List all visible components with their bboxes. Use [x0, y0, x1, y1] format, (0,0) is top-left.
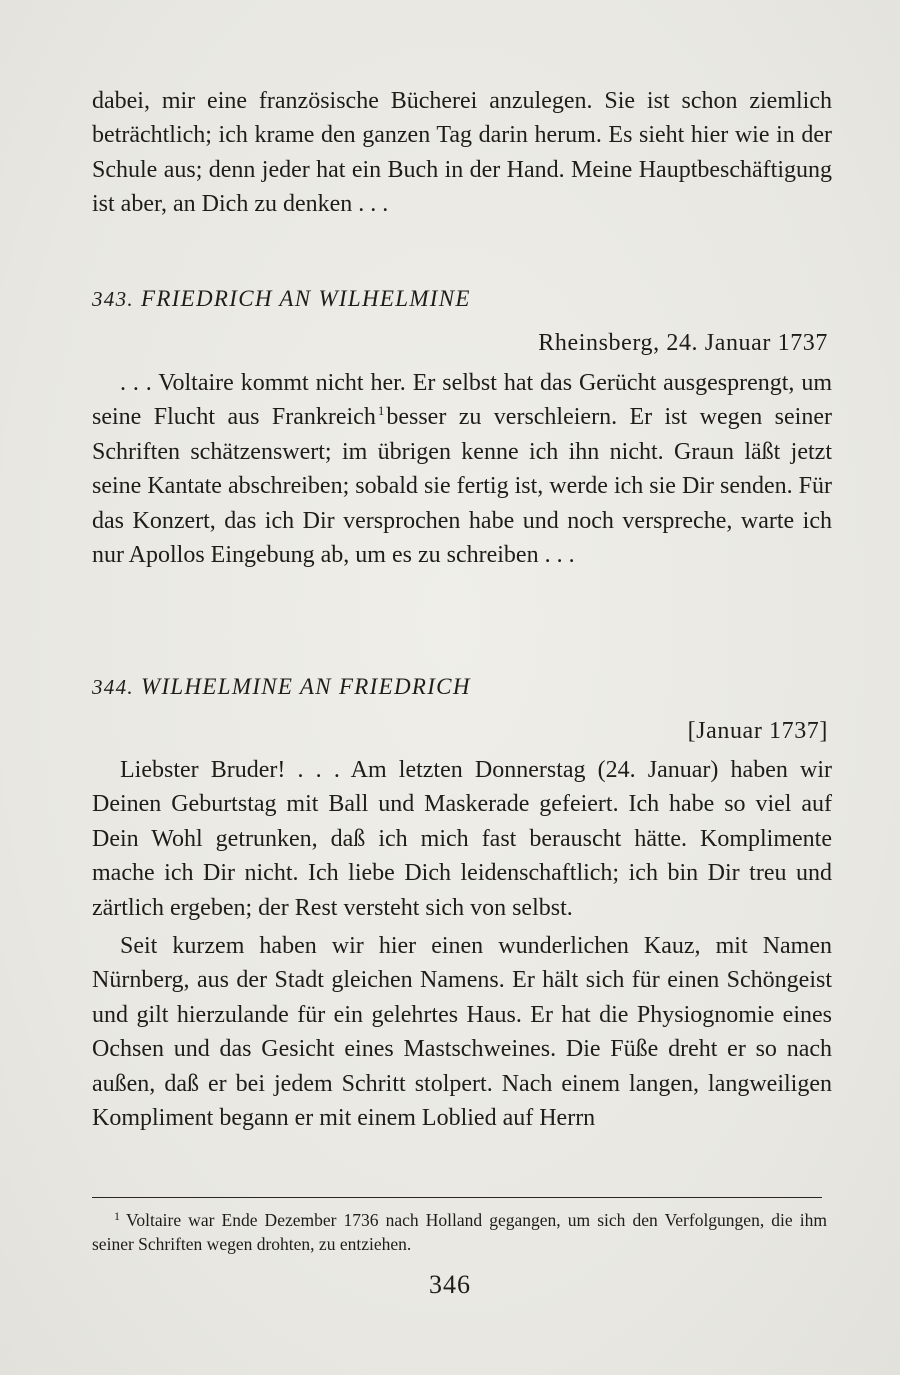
footnote-text: Voltaire war Ende Dezember 1736 nach Holland gegangen, um sich den Verfolgungen, die ihm seiner Schriften wegen drohten, zu entziehen. [92, 1210, 827, 1254]
letter-344-paragraph-2: Seit kurzem haben wir hier einen wunderlichen Kauz, mit Namen Nürnberg, aus der Stadt gleichen Namens. Er hält sich für einen Schöngeist und gilt hierzulande für ein gelehrtes Haus. Er hat die Physiognomie eines Ochsen und das Gesicht eines Mastschweines. Die Füße dreht er so nach außen, daß er bei jedem Schritt stolpert. Nach einem langen, langweiligen Kompliment begann er mit einem Loblied auf Herrn [92, 933, 832, 1132]
footnote [92, 1208, 827, 1256]
letter-343-text-part-1: . . . Voltaire kommt nicht her. Er selbst hat das Gerücht ausgesprengt, um seine Flucht aus Frankreich [92, 370, 832, 431]
letter-343-heading [92, 286, 471, 312]
letter-343-number: 343. [92, 287, 134, 311]
letter-343-text-part-2: besser zu verschleiern. Er ist wegen seiner Schriften schätzenswert; im übrigen kenne ich ihn nicht. Graun läßt jetzt seine Kantate abschreiben; sobald sie fertig ist, werde ich sie Dir senden. Für das Konzert, das ich Dir versprochen habe und noch verspreche, warte ich nur Apollos Eingebung ab, um es zu schreiben . . . [92, 404, 832, 569]
letter-343-paragraph [92, 366, 832, 572]
letter-344-number: 344. [92, 675, 134, 699]
letter-344-body [92, 753, 832, 1135]
footnote-mark: 1 [114, 1209, 120, 1223]
page-number: 346 [429, 1270, 471, 1299]
letter-344-title: WILHELMINE AN FRIEDRICH [141, 674, 471, 699]
letter-344-dateline: [Januar 1737] [687, 718, 828, 744]
letter-344-heading [92, 674, 471, 700]
letter-343-body [92, 366, 832, 572]
continuation-paragraph: dabei, mir eine französische Bücherei anzulegen. Sie ist schon ziemlich beträchtlich; ich krame den ganzen Tag darin herum. Es sieht hier wie in der Schule aus; denn jeder hat ein Buch in der Hand. Meine Hauptbeschäftigung ist aber, an Dich zu denken . . . [92, 88, 832, 218]
letter-343-title: FRIEDRICH AN WILHELMINE [141, 286, 471, 311]
footnote-divider [92, 1197, 822, 1198]
continuation-text-block [92, 84, 832, 222]
letter-344-paragraph-1: Liebster Bruder! . . . Am letzten Donnerstag (24. Januar) haben wir Deinen Geburtstag mit Ball und Maskerade gefeiert. Ich habe so viel auf Dein Wohl getrunken, daß ich mich fast berauscht hätte. Komplimente mache ich Dir nicht. Ich liebe Dich leidenschaftlich; ich bin Dir treu und zärtlich ergeben; der Rest versteht sich von selbst. [92, 757, 832, 921]
footnote-reference: 1 [377, 403, 385, 419]
letter-343-dateline: Rheinsberg, 24. Januar 1737 [538, 330, 828, 356]
